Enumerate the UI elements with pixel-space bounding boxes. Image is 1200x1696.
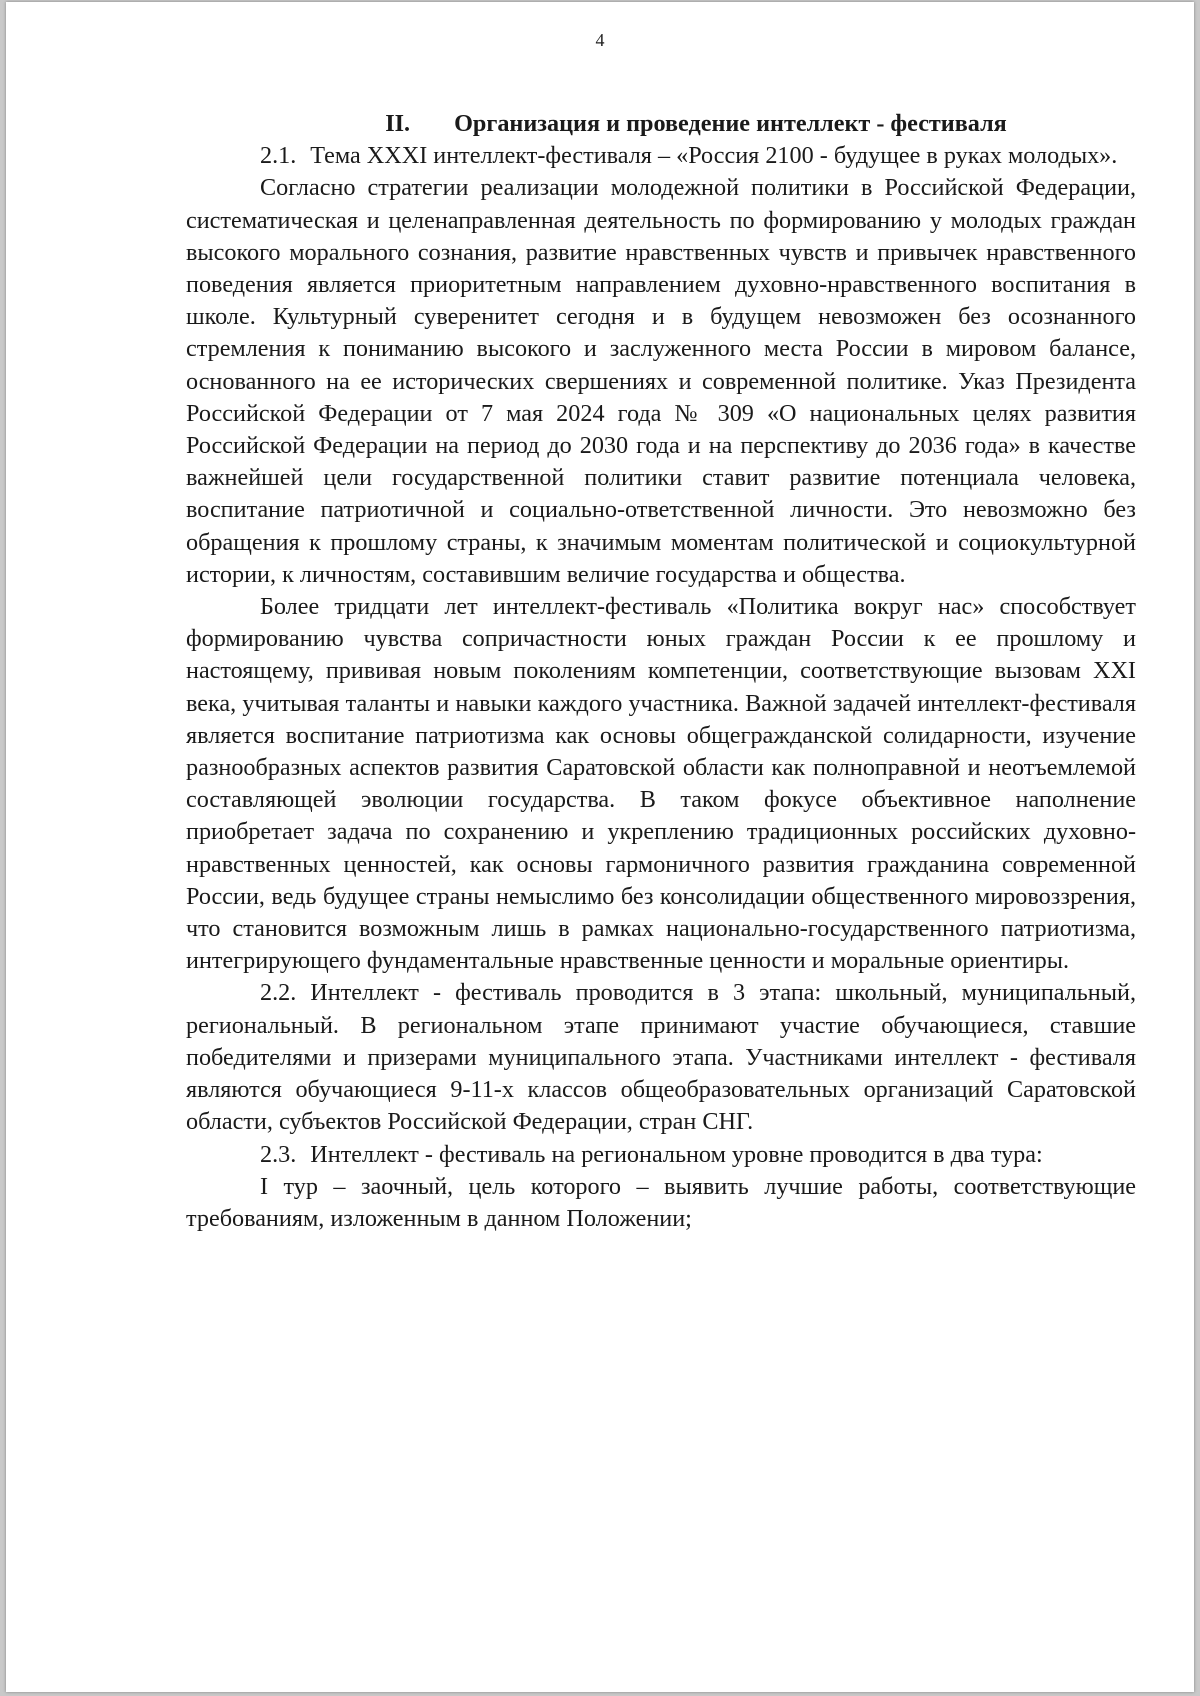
paragraph-2-2 xyxy=(186,977,1136,1138)
section-heading xyxy=(186,108,1136,140)
section-title: Организация и проведение интеллект - фестиваля xyxy=(454,110,1007,137)
paragraph-text: Согласно стратегии реализации молодежной политики в Российской Федерации, систематическая и целенаправленная деятельность по формированию у молодых граждан высокого морального сознания, развитие нравственных чувств и привычек нравственного поведения является приоритетным направлением духовно-нравственного воспитания в школе. Культурный суверенитет сегодня и в будущем невозможен без осознанного стремления к пониманию высокого и заслуженного места России в мировом балансе, основанного на ее исторических свершениях и современной политике. Указ Президента Российской Федерации от 7 мая 2024 года № 309 «О национальных целях развития Российской Федерации на период до 2030 года и на перспективу до 2036 года» в качестве важнейшей цели государственной политики ставит развитие потенциала человека, воспитание патриотичной и социально-ответственной личности. Это невозможно без обращения к прошлому страны, к значимым моментам политической и социокультурной истории, к личностям, составившим величие государства и общества. xyxy=(186,174,1136,588)
paragraph-text: Тема XXXI интеллект-фестиваля – «Россия 2100 - будущее в руках молодых». xyxy=(310,142,1118,170)
paragraph-strategy xyxy=(186,172,1136,591)
document-page xyxy=(6,2,1194,1692)
clause-number: 2.1. xyxy=(260,142,297,170)
section-number: II. xyxy=(385,110,411,137)
paragraph-2-3 xyxy=(186,1139,1136,1171)
document-body xyxy=(186,108,1136,1235)
paragraph-text: I тур – заочный, цель которого – выявить лучшие работы, соответствующие требованиям, изложенным в данном Положении; xyxy=(186,1172,1136,1232)
page-number: 4 xyxy=(595,30,605,50)
clause-number: 2.3. xyxy=(260,1140,297,1168)
paragraph-text: Интеллект - фестиваль на региональном уровне проводится в два тура: xyxy=(310,1140,1043,1168)
paragraph-festival-history xyxy=(186,591,1136,977)
paragraph-2-1 xyxy=(186,140,1136,172)
paragraph-tour-1 xyxy=(186,1171,1136,1235)
paragraph-text: Более тридцати лет интеллект-фестиваль «Политика вокруг нас» способствует формированию чувства сопричастности юных граждан России к ее прошлому и настоящему, прививая новым поколениям компетенции, соответствующие вызовам XXI века, учитывая таланты и навыки каждого участника. Важной задачей интеллект-фестиваля является воспитание патриотизма как основы общегражданской солидарности, изучение разнообразных аспектов развития Саратовской области как полноправной и неотъемлемой составляющей эволюции государства. В таком фокусе объективное наполнение приобретает задача по сохранению и укреплению традиционных российских духовно-нравственных ценностей, как основы гармоничного развития гражданина современной России, ведь будущее страны немыслимо без консолидации общественного мировоззрения, что становится возможным лишь в рамках национально-государственного патриотизма, интегрирующего фундаментальные нравственные ценности и моральные ориентиры. xyxy=(186,593,1136,975)
paragraph-text: Интеллект - фестиваль проводится в 3 этапа: школьный, муниципальный, региональный. В региональном этапе принимают участие обучающиеся, ставшие победителями и призерами муниципального этапа. Участниками интеллект - фестиваля являются обучающиеся 9-11-х классов общеобразовательных организаций Саратовской области, субъектов Российской Федерации, стран СНГ. xyxy=(186,979,1136,1136)
clause-number: 2.2. xyxy=(260,979,297,1007)
